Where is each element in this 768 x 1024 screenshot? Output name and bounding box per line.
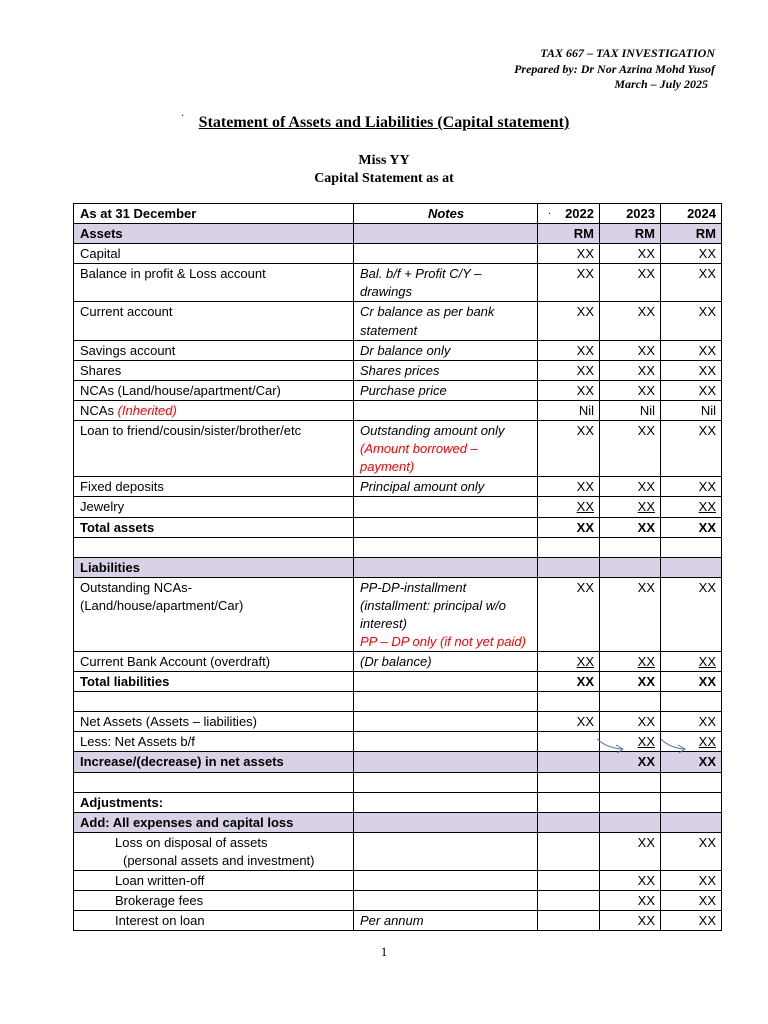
adjustments-heading-row: Adjustments: (74, 792, 722, 812)
table-row: Interest on loan Per annum XX XX (74, 911, 722, 931)
table-row: Current account Cr balance as per bank statement XX XX XX (74, 302, 722, 340)
spacer-row (74, 537, 722, 557)
statement-heading (0, 152, 768, 188)
table-row: Loan written-off XX XX (74, 870, 722, 890)
spacer-row (74, 772, 722, 792)
total-liabilities-row: Total liabilities XX XX XX (74, 672, 722, 692)
increase-net-assets-row: Increase/(decrease) in net assets XX XX (74, 752, 722, 772)
page-title: · Statement of Assets and Liabilities (Capital statement) (181, 111, 570, 131)
table-row: Loan to friend/cousin/sister/brother/etc Outstanding amount only (Amount borrowed – payment) XX XX XX (74, 421, 722, 477)
person-name: Miss YY (358, 153, 410, 168)
period: March – July 2025 (614, 77, 708, 91)
table-row: Fixed deposits Principal amount only XX XX XX (74, 477, 722, 497)
course-title: TAX 667 – TAX INVESTIGATION (540, 46, 715, 60)
table-row: NCAs (Land/house/apartment/Car) Purchase price XX XX XX (74, 380, 722, 400)
spacer-row (74, 692, 722, 712)
add-expenses-section-header: Add: All expenses and capital loss (74, 812, 722, 832)
table-row: Savings account Dr balance only XX XX XX (74, 340, 722, 360)
table-row: Capital XX XX XX (74, 244, 722, 264)
table-row: Balance in profit & Loss account Bal. b/f + Profit C/Y – drawings XX XX XX (74, 264, 722, 302)
table-row: NCAs (Inherited) Nil Nil Nil (74, 400, 722, 420)
table-row: Loss on disposal of assets (personal assets and investment) XX XX (74, 832, 722, 870)
table-row: Shares Shares prices XX XX XX (74, 360, 722, 380)
document-header (295, 46, 715, 93)
table-row: Less: Net Assets b/f XX XX (74, 732, 722, 752)
table-row: Current Bank Account (overdraft) (Dr balance) XX XX XX (74, 652, 722, 672)
liabilities-section-header: Liabilities (74, 557, 722, 577)
table-row: Net Assets (Assets – liabilities) XX XX XX (74, 712, 722, 732)
statement-subtitle: Capital Statement as at (314, 171, 454, 186)
table-row: Jewelry XX XX XX (74, 497, 722, 517)
total-assets-row: Total assets XX XX XX (74, 517, 722, 537)
capital-statement-table (73, 203, 722, 931)
table-row: Outstanding NCAs- (Land/house/apartment/Car) PP-DP-installment (installment: principal w/o interest) PP – DP only (if not yet paid) XX XX XX (74, 577, 722, 651)
page-number: 1 (380, 944, 388, 959)
table-header-row: As at 31 December Notes · 2022 2023 2024 (74, 204, 722, 224)
table-row: Brokerage fees XX XX (74, 891, 722, 911)
assets-section-header: Assets RM RM RM (74, 224, 722, 244)
prepared-by: Prepared by: Dr Nor Azrina Mohd Yusof (514, 61, 715, 76)
